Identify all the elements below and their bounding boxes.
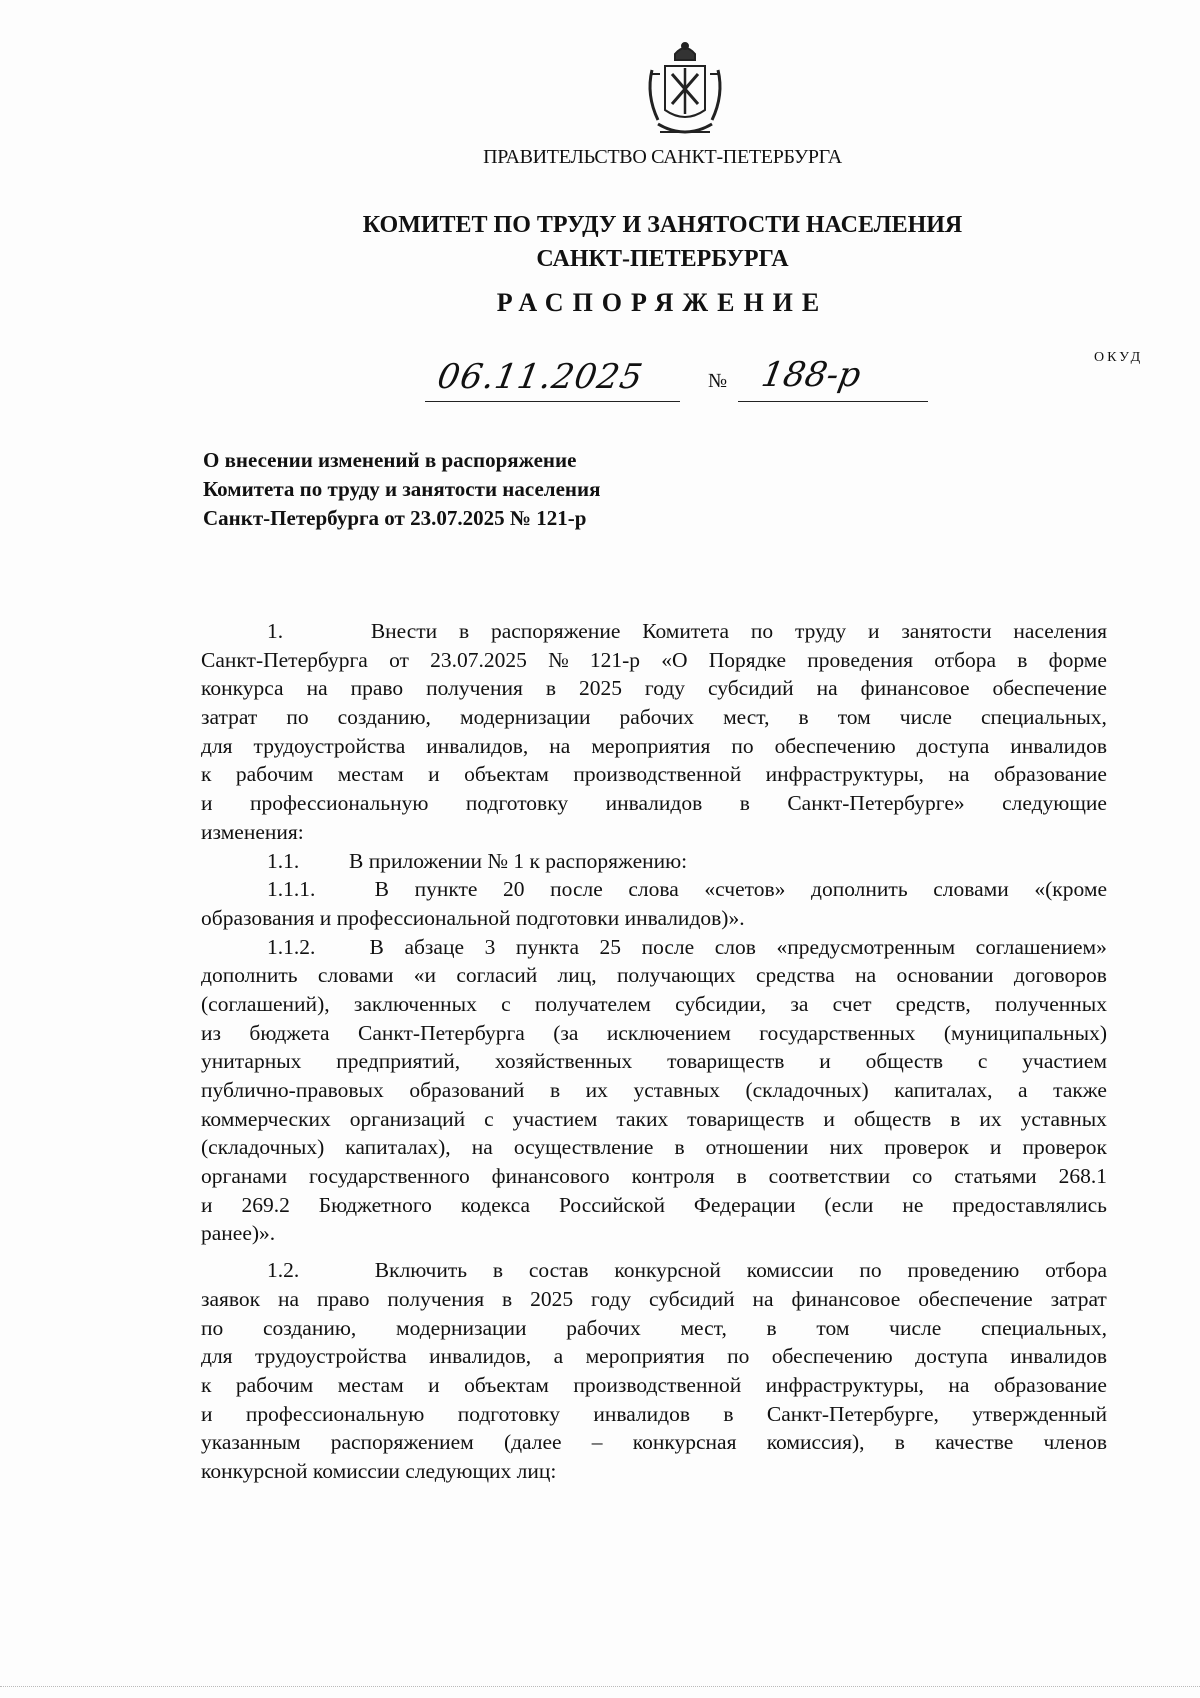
- word: из: [201, 1020, 221, 1045]
- word: них: [829, 1135, 864, 1160]
- paragraph-number: 1.1.2.: [267, 934, 316, 959]
- word: мест,: [680, 1315, 727, 1340]
- line-text: В приложении № 1 к распоряжению:: [349, 848, 688, 873]
- word: обеспечению: [771, 1344, 893, 1369]
- handwritten-number: 188-р: [758, 355, 864, 395]
- word: а: [1018, 1078, 1028, 1102]
- word: проверок: [884, 1135, 969, 1160]
- word: к: [201, 1372, 212, 1397]
- paragraph-line: [201, 617, 1107, 646]
- word: полученных: [994, 991, 1107, 1016]
- word: по: [750, 619, 774, 643]
- word: распоряжение: [490, 619, 621, 643]
- word: на: [752, 1286, 774, 1311]
- word: на: [816, 676, 838, 701]
- word: Внести: [370, 619, 438, 643]
- word: проведения: [807, 647, 913, 672]
- word: №: [548, 647, 569, 672]
- word: получения: [426, 676, 523, 701]
- word: числе: [889, 1315, 942, 1340]
- word: году: [590, 1286, 632, 1311]
- word: осуществление: [513, 1135, 654, 1160]
- word: получения: [387, 1286, 485, 1311]
- document-type: РАСПОРЯЖЕНИЕ: [496, 288, 829, 317]
- word: не: [902, 1192, 924, 1217]
- word: указанным: [201, 1430, 301, 1455]
- word: государственных: [759, 1020, 916, 1045]
- committee-name-line2: САНКТ-ПЕТЕРБУРГА: [536, 246, 789, 272]
- word: в: [894, 1430, 905, 1455]
- word: организаций: [349, 1106, 466, 1131]
- word: «и: [413, 963, 437, 988]
- word: таких: [616, 1106, 669, 1131]
- word: мероприятия: [591, 733, 711, 758]
- coat-of-arms-icon: [640, 40, 730, 150]
- word: от: [389, 647, 409, 672]
- paragraph-line: [201, 1191, 1107, 1220]
- word: предоставлялись: [952, 1192, 1107, 1217]
- document-subject: [203, 446, 600, 533]
- word: по: [731, 733, 754, 758]
- word: 2025: [578, 676, 622, 701]
- word: капиталах),: [345, 1135, 451, 1160]
- number-label: №: [708, 370, 728, 392]
- word: отношении: [705, 1135, 809, 1160]
- word: комиссия),: [766, 1430, 865, 1455]
- word: 269.2: [241, 1192, 290, 1217]
- word: получателем: [534, 991, 651, 1016]
- word: в: [950, 1106, 961, 1131]
- word: комиссии: [746, 1258, 834, 1283]
- word: на: [948, 762, 970, 787]
- word: и: [201, 791, 213, 816]
- word: со: [912, 1164, 933, 1189]
- word: затрат: [201, 705, 258, 730]
- word: заключенных: [353, 991, 477, 1016]
- word: в: [766, 1315, 777, 1340]
- word: объектам: [464, 762, 549, 787]
- word: а: [553, 1344, 564, 1369]
- scan-edge: [0, 1686, 1200, 1687]
- word: «О: [661, 647, 688, 672]
- word: исключением: [606, 1020, 731, 1045]
- word: модернизации: [396, 1315, 527, 1340]
- word: право: [316, 1286, 370, 1311]
- word: населения: [1013, 619, 1107, 643]
- committee-name: [0, 208, 1200, 276]
- word: предприятий,: [336, 1049, 461, 1074]
- word: профессиональную: [245, 1401, 425, 1426]
- paragraph-line: [201, 1076, 1107, 1105]
- word: мест,: [723, 705, 770, 730]
- paragraph-line: [201, 1314, 1107, 1343]
- word: инвалидов: [593, 1401, 691, 1426]
- word: на: [278, 1286, 300, 1311]
- paragraph-line: [201, 1105, 1107, 1134]
- word: и: [428, 762, 440, 787]
- word: мероприятия: [585, 1344, 705, 1369]
- word: лиц,: [557, 963, 597, 988]
- word: рабочим: [235, 1372, 314, 1397]
- word: В: [374, 877, 389, 902]
- word: хозяйственных: [495, 1049, 633, 1074]
- word: «(кроме: [1034, 877, 1107, 902]
- word: в: [723, 1401, 734, 1426]
- word: для: [201, 733, 233, 758]
- word: (муниципальных): [943, 1020, 1107, 1045]
- word: (складочных): [201, 1135, 325, 1160]
- word: счет: [832, 991, 872, 1016]
- word: средств,: [895, 991, 971, 1016]
- paragraph-line: [201, 1400, 1107, 1429]
- word: субсидии,: [675, 991, 767, 1016]
- word: Санкт-Петербурге,: [766, 1401, 939, 1426]
- word: утвержденный: [972, 1401, 1107, 1426]
- word: уставных: [633, 1078, 720, 1102]
- word: отбора: [934, 647, 997, 672]
- paragraph-line: [201, 1219, 1107, 1248]
- word: инвалидов: [1010, 733, 1107, 758]
- word: словами: [317, 963, 394, 988]
- word: словами: [933, 877, 1009, 902]
- paragraph-line: [201, 646, 1107, 675]
- word: товариществ: [667, 1049, 785, 1074]
- word: в: [674, 1135, 685, 1160]
- subject-line: Санкт-Петербурга от 23.07.2025 № 121-р: [203, 506, 587, 530]
- word: на: [948, 1372, 970, 1397]
- word: финансовое: [791, 1286, 901, 1311]
- word: капиталах,: [894, 1078, 993, 1102]
- word: образований: [409, 1078, 525, 1102]
- word: Санкт-Петербурга: [201, 647, 368, 672]
- line-text: изменения:: [201, 819, 304, 844]
- word: обеспечению: [774, 733, 896, 758]
- word: (складочных): [745, 1078, 869, 1102]
- paragraph-line: [201, 1133, 1107, 1162]
- word: рабочим: [235, 762, 314, 787]
- word: Комитета: [642, 619, 730, 643]
- word: том: [816, 1315, 850, 1340]
- paragraph-number: 1.1.: [267, 848, 300, 873]
- word: слов: [714, 934, 756, 959]
- word: созданию,: [262, 1315, 357, 1340]
- word: в: [502, 1286, 513, 1311]
- word: в: [736, 1164, 747, 1189]
- word: на: [549, 733, 571, 758]
- word: субсидий: [708, 676, 794, 701]
- word: специальных,: [980, 705, 1107, 730]
- word: числе: [899, 705, 952, 730]
- paragraph-line: [201, 961, 1107, 990]
- word: Порядке: [708, 647, 787, 672]
- word: коммерческих: [201, 1106, 331, 1131]
- word: состав: [528, 1258, 589, 1283]
- word: конкурсная: [632, 1430, 737, 1455]
- word: Федерации: [693, 1192, 796, 1217]
- word: созданию,: [337, 705, 431, 730]
- word: объектам: [464, 1372, 549, 1397]
- paragraph-line: [201, 789, 1107, 818]
- word: к: [201, 762, 212, 787]
- word: участием: [1022, 1049, 1107, 1074]
- word: производственной: [573, 1372, 742, 1397]
- word: (за: [553, 1020, 579, 1045]
- word: Российской: [559, 1192, 665, 1217]
- word: и: [823, 1106, 835, 1131]
- word: членов: [1043, 1430, 1107, 1455]
- word: по: [859, 1258, 882, 1283]
- word: «предусмотренным: [776, 934, 956, 959]
- word: занятости: [901, 619, 992, 643]
- paragraph-line: [201, 1162, 1107, 1191]
- word: доступа: [916, 733, 990, 758]
- word: инфраструктуры,: [765, 1372, 924, 1397]
- word: их: [979, 1106, 1002, 1131]
- word: и: [201, 1401, 213, 1426]
- word: их: [585, 1078, 608, 1102]
- paragraph-line: [201, 1428, 1107, 1457]
- word: проведению: [907, 1258, 1020, 1283]
- word: профессиональную: [249, 791, 429, 816]
- word: инвалидов: [1010, 1344, 1107, 1369]
- word: получающих: [616, 963, 736, 988]
- word: и: [201, 1192, 213, 1217]
- word: трудоустройства: [253, 733, 406, 758]
- paragraph-line: [201, 904, 1107, 933]
- paragraph-line: [201, 847, 1107, 876]
- word: и: [428, 1372, 440, 1397]
- word: образование: [993, 1372, 1107, 1397]
- word: рабочих: [619, 705, 695, 730]
- paragraph-line: [201, 1457, 1107, 1486]
- word: –: [591, 1430, 603, 1455]
- word: после: [550, 877, 603, 902]
- word: том: [837, 705, 871, 730]
- word: финансовое: [860, 676, 970, 701]
- word: участием: [512, 1106, 598, 1131]
- paragraph-line: [201, 1285, 1107, 1314]
- word: органами: [201, 1164, 288, 1189]
- word: 121-р: [589, 647, 641, 672]
- word: (далее: [503, 1430, 562, 1455]
- paragraph-line: [201, 990, 1107, 1019]
- paragraph-line: [201, 1256, 1107, 1285]
- word: на: [306, 676, 328, 701]
- word: форме: [1048, 647, 1107, 672]
- paragraph-number: 1.1.1.: [267, 877, 316, 902]
- word: и: [819, 1049, 831, 1074]
- word: рабочих: [566, 1315, 641, 1340]
- word: в: [492, 1258, 504, 1283]
- government-title: ПРАВИТЕЛЬСТВО САНКТ-ПЕТЕРБУРГА: [483, 146, 842, 168]
- word: проверок: [1022, 1135, 1107, 1160]
- word: за: [790, 991, 809, 1016]
- word: Санкт-Петербурге»: [787, 791, 965, 816]
- word: трудоустройства: [254, 1344, 407, 1369]
- word: пункте: [414, 877, 478, 902]
- line-text: ранее)».: [201, 1221, 276, 1246]
- word: статьями: [954, 1164, 1037, 1189]
- word: согласий: [456, 963, 538, 988]
- word: финансового: [491, 1164, 610, 1189]
- word: и: [989, 1135, 1002, 1160]
- okud-label: ОКУД: [1094, 350, 1144, 365]
- committee-name-line1: КОМИТЕТ ПО ТРУДУ И ЗАНЯТОСТИ НАСЕЛЕНИЯ: [362, 212, 963, 238]
- word: 3: [484, 934, 496, 959]
- paragraph-number: 1.: [267, 619, 284, 643]
- paragraph-line: [201, 818, 1107, 847]
- word: основании: [896, 963, 994, 988]
- word: местам: [337, 762, 404, 787]
- word: обеспечение: [992, 676, 1107, 701]
- date-underline: [425, 401, 680, 402]
- word: подготовку: [457, 1401, 560, 1426]
- word: для: [201, 1344, 233, 1369]
- paragraph-line: [201, 875, 1107, 904]
- word: Бюджетного: [318, 1192, 432, 1217]
- word: модернизации: [459, 705, 591, 730]
- word: унитарных: [201, 1049, 302, 1074]
- word: 23.07.2025: [430, 647, 527, 672]
- word: распоряжением: [330, 1430, 474, 1455]
- word: специальных,: [981, 1315, 1107, 1340]
- word: в: [549, 1078, 561, 1102]
- word: после: [641, 934, 695, 959]
- word: соглашением»: [975, 934, 1107, 959]
- word: конкурсной: [614, 1258, 721, 1283]
- word: в: [739, 791, 750, 816]
- word: с: [977, 1049, 988, 1074]
- word: уставных: [1020, 1106, 1107, 1131]
- word: соответствии: [768, 1164, 891, 1189]
- word: качестве: [935, 1430, 1014, 1455]
- word: в: [1017, 647, 1028, 672]
- word: обеспечение: [918, 1286, 1033, 1311]
- word: доступа: [915, 1344, 988, 1369]
- word: субсидий: [648, 1286, 735, 1311]
- word: следующие: [1002, 791, 1107, 816]
- number-underline: [738, 401, 928, 402]
- paragraph-line: [201, 674, 1107, 703]
- word: 20: [503, 877, 525, 902]
- word: в: [798, 705, 809, 730]
- word: инвалидов,: [426, 733, 529, 758]
- paragraph-line: [201, 703, 1107, 732]
- word: пункта: [515, 934, 579, 959]
- word: конкурса: [201, 676, 284, 701]
- word: государственного: [308, 1164, 470, 1189]
- paragraph-line: [201, 1019, 1107, 1048]
- word: в: [545, 676, 556, 701]
- subject-line: О внесении изменений в распоряжение: [203, 448, 577, 472]
- word: на: [855, 963, 877, 988]
- word: по: [727, 1344, 750, 1369]
- word: заявок: [201, 1286, 261, 1311]
- word: по: [286, 705, 309, 730]
- word: дополнить: [201, 963, 298, 988]
- word: слова: [628, 877, 679, 902]
- paragraph-line: [201, 1371, 1107, 1400]
- word: инвалидов: [605, 791, 703, 816]
- word: 2025: [530, 1286, 574, 1311]
- word: 268.1: [1058, 1164, 1107, 1189]
- word: производственной: [573, 762, 742, 787]
- word: абзаце: [404, 934, 465, 959]
- word: году: [644, 676, 686, 701]
- word: в: [459, 619, 470, 643]
- line-text: образования и профессиональной подготовки инвалидов)».: [201, 905, 745, 930]
- word: подготовку: [465, 791, 569, 816]
- word: В: [369, 934, 384, 959]
- paragraph-number: 1.2.: [267, 1258, 300, 1283]
- word: бюджета: [249, 1020, 330, 1045]
- word: также: [1053, 1078, 1107, 1102]
- word: Включить: [374, 1258, 468, 1283]
- word: с: [501, 991, 511, 1016]
- paragraph-line: [201, 732, 1107, 761]
- word: инфраструктуры,: [765, 762, 924, 787]
- word: образование: [993, 762, 1107, 787]
- word: инвалидов,: [429, 1344, 532, 1369]
- word: и: [867, 619, 880, 643]
- paragraph-line: [201, 1342, 1107, 1371]
- handwritten-date: 06.11.2025: [434, 357, 647, 397]
- word: договоров: [1013, 963, 1107, 988]
- word: отбора: [1045, 1258, 1107, 1283]
- paragraph-line: [201, 1047, 1107, 1076]
- word: Санкт-Петербурга: [357, 1020, 525, 1045]
- word: средства: [755, 963, 835, 988]
- word: обществ: [865, 1049, 944, 1074]
- subject-line: Комитета по труду и занятости населения: [203, 477, 601, 501]
- word: с: [484, 1106, 494, 1131]
- word: (соглашений),: [201, 991, 330, 1016]
- word: публично-правовых: [201, 1078, 384, 1102]
- word: дополнить: [811, 877, 908, 902]
- word: (если: [824, 1192, 874, 1217]
- word: местам: [337, 1372, 404, 1397]
- word: контроля: [631, 1164, 715, 1189]
- word: 25: [599, 934, 622, 959]
- paragraph-line: [201, 933, 1107, 962]
- word: труду: [794, 619, 847, 643]
- paragraph-line: [201, 760, 1107, 789]
- document-body: [201, 617, 1107, 1486]
- word: затрат: [1050, 1286, 1107, 1311]
- word: право: [350, 676, 404, 701]
- word: «счетов»: [704, 877, 786, 902]
- word: обществ: [853, 1106, 932, 1131]
- word: кодекса: [460, 1192, 531, 1217]
- word: на: [471, 1135, 493, 1160]
- word: по: [201, 1315, 224, 1340]
- word: товариществ: [687, 1106, 805, 1131]
- line-text: конкурсной комиссии следующих лиц:: [201, 1458, 557, 1483]
